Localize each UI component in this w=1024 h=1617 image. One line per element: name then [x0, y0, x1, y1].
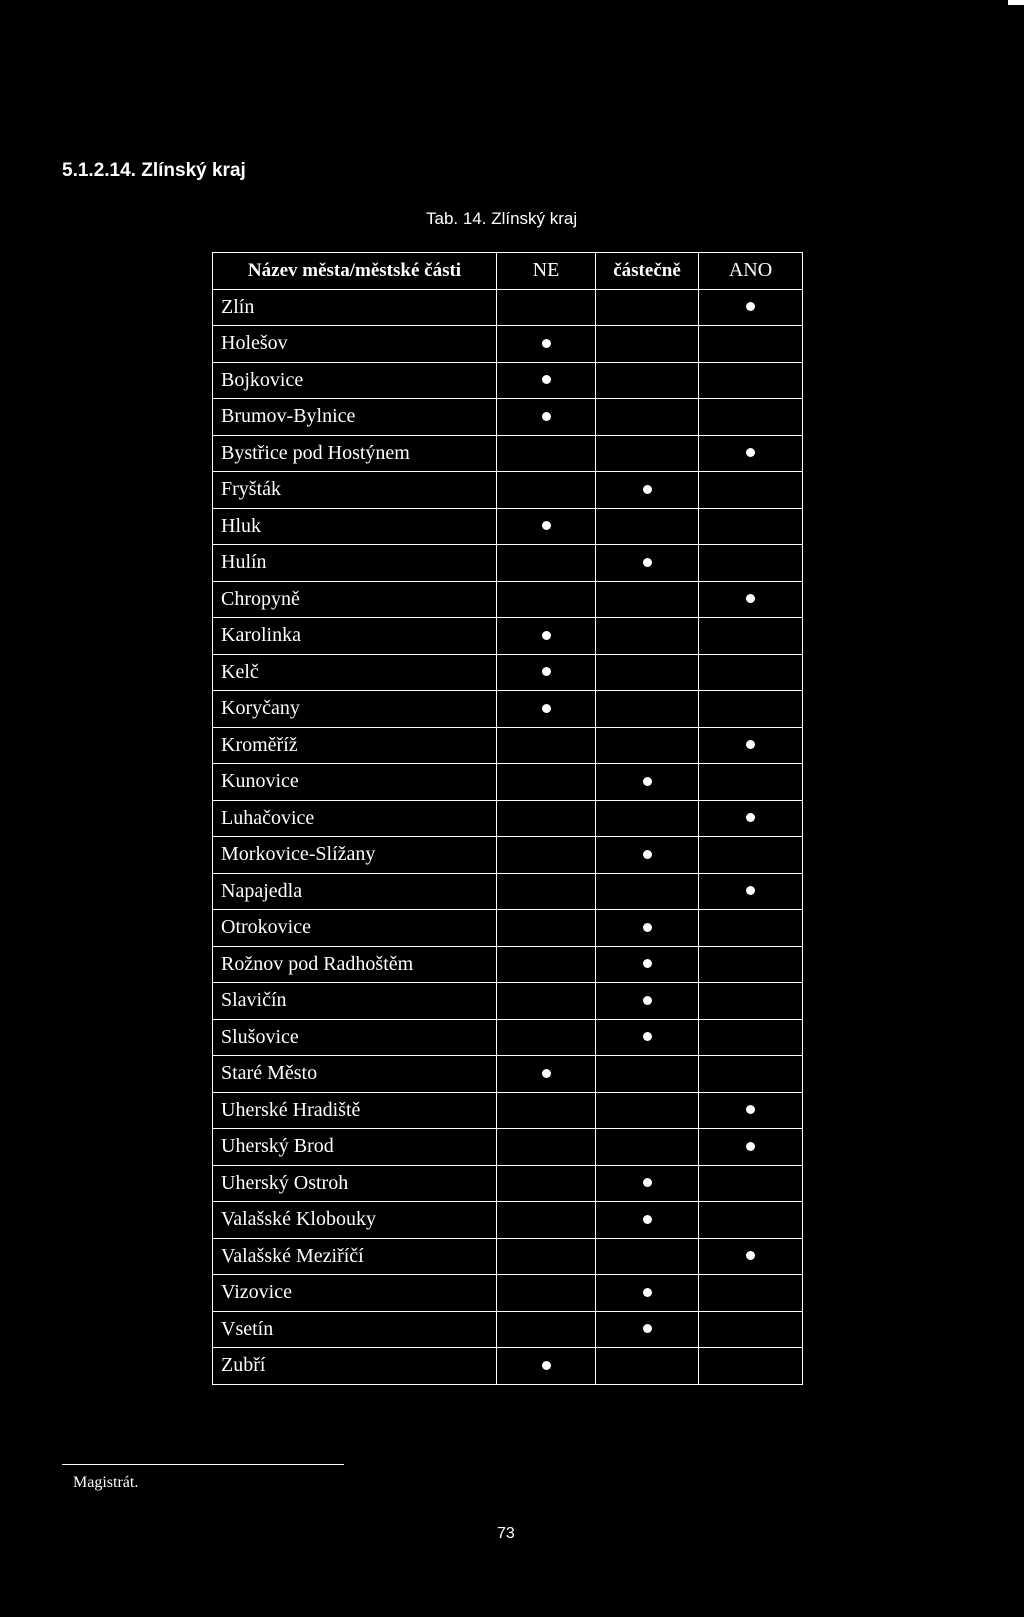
cell-partially	[596, 508, 699, 545]
table-row	[213, 545, 803, 582]
municipality-name: Uherský Ostroh	[213, 1165, 497, 1202]
municipality-name: Zlín	[213, 289, 497, 326]
filled-dot-icon	[746, 1251, 755, 1260]
table-row	[213, 289, 803, 326]
cell-partially	[596, 581, 699, 618]
cell-partially	[596, 362, 699, 399]
cell-ano	[699, 873, 803, 910]
cell-ne	[497, 435, 596, 472]
cell-ne	[497, 581, 596, 618]
municipality-name: Brumov-Bylnice	[213, 399, 497, 436]
table-row	[213, 1238, 803, 1275]
table-row	[213, 910, 803, 947]
filled-dot-icon	[542, 667, 551, 676]
cell-ano	[699, 1165, 803, 1202]
filled-dot-icon	[643, 777, 652, 786]
filled-dot-icon	[643, 1215, 652, 1224]
cell-ne	[497, 837, 596, 874]
filled-dot-icon	[643, 558, 652, 567]
table-row	[213, 326, 803, 363]
cell-partially	[596, 1019, 699, 1056]
cell-ano	[699, 1056, 803, 1093]
cell-ano	[699, 1348, 803, 1385]
header-name: Název města/městské části	[213, 253, 497, 290]
table-row	[213, 727, 803, 764]
footnote-text: Magistrát.	[73, 1474, 139, 1491]
cell-partially	[596, 1348, 699, 1385]
top-edge-rule	[1008, 0, 1024, 5]
cell-partially	[596, 545, 699, 582]
cell-partially	[596, 1311, 699, 1348]
municipality-name: Kelč	[213, 654, 497, 691]
cell-ano	[699, 326, 803, 363]
cell-ne	[497, 326, 596, 363]
table-row	[213, 800, 803, 837]
cell-ano	[699, 727, 803, 764]
cell-ne	[497, 1129, 596, 1166]
municipality-name: Valašské Meziříčí	[213, 1238, 497, 1275]
cell-ano	[699, 764, 803, 801]
municipality-name: Slavičín	[213, 983, 497, 1020]
cell-ano	[699, 946, 803, 983]
cell-ne	[497, 1202, 596, 1239]
header-partially: částečně	[596, 253, 699, 290]
cell-ne	[497, 946, 596, 983]
cell-ano	[699, 800, 803, 837]
municipality-name: Chropyně	[213, 581, 497, 618]
filled-dot-icon	[746, 1142, 755, 1151]
table-body	[213, 289, 803, 1384]
filled-dot-icon	[746, 302, 755, 311]
table-row	[213, 1348, 803, 1385]
cell-ano	[699, 1019, 803, 1056]
cell-ano	[699, 1092, 803, 1129]
cell-ano	[699, 1202, 803, 1239]
table-row	[213, 691, 803, 728]
cell-partially	[596, 399, 699, 436]
filled-dot-icon	[542, 1069, 551, 1078]
cell-ne	[497, 545, 596, 582]
municipality-name: Morkovice-Slížany	[213, 837, 497, 874]
cell-partially	[596, 435, 699, 472]
cell-ne	[497, 1019, 596, 1056]
cell-ano	[699, 508, 803, 545]
table-caption: Tab. 14. Zlínský kraj	[426, 209, 578, 228]
filled-dot-icon	[542, 375, 551, 384]
table-row	[213, 362, 803, 399]
table-row	[213, 654, 803, 691]
cell-partially	[596, 1056, 699, 1093]
cell-ano	[699, 1129, 803, 1166]
header-ano: ANO	[699, 253, 803, 290]
cell-partially	[596, 1275, 699, 1312]
cell-ne	[497, 472, 596, 509]
cell-ne	[497, 873, 596, 910]
municipality-name: Koryčany	[213, 691, 497, 728]
cell-ne	[497, 800, 596, 837]
cell-ano	[699, 1238, 803, 1275]
cell-ano	[699, 691, 803, 728]
cell-ne	[497, 1348, 596, 1385]
cell-ano	[699, 910, 803, 947]
cell-ne	[497, 654, 596, 691]
cell-ne	[497, 910, 596, 947]
page-number: 73	[497, 1525, 515, 1542]
table-row	[213, 1019, 803, 1056]
table-row	[213, 1092, 803, 1129]
footnote-rule	[62, 1464, 344, 1465]
table-row	[213, 508, 803, 545]
cell-ano	[699, 545, 803, 582]
municipality-name: Valašské Klobouky	[213, 1202, 497, 1239]
municipality-name: Holešov	[213, 326, 497, 363]
cell-partially	[596, 1238, 699, 1275]
municipality-name: Hluk	[213, 508, 497, 545]
cell-ano	[699, 399, 803, 436]
cell-ano	[699, 581, 803, 618]
filled-dot-icon	[542, 704, 551, 713]
municipality-name: Vsetín	[213, 1311, 497, 1348]
table-row	[213, 764, 803, 801]
table-row	[213, 472, 803, 509]
cell-partially	[596, 326, 699, 363]
cell-ne	[497, 1275, 596, 1312]
cell-ano	[699, 1311, 803, 1348]
municipality-table	[212, 252, 803, 1385]
cell-ne	[497, 983, 596, 1020]
filled-dot-icon	[643, 1324, 652, 1333]
table-row	[213, 1311, 803, 1348]
cell-ano	[699, 654, 803, 691]
header-ne: NE	[497, 253, 596, 290]
municipality-name: Uherský Brod	[213, 1129, 497, 1166]
table-row	[213, 983, 803, 1020]
table-row	[213, 1056, 803, 1093]
municipality-name: Napajedla	[213, 873, 497, 910]
table-row	[213, 1202, 803, 1239]
municipality-name: Vizovice	[213, 1275, 497, 1312]
cell-ne	[497, 727, 596, 764]
cell-ne	[497, 1056, 596, 1093]
cell-partially	[596, 946, 699, 983]
table-row	[213, 435, 803, 472]
filled-dot-icon	[746, 448, 755, 457]
table-row	[213, 581, 803, 618]
filled-dot-icon	[746, 740, 755, 749]
filled-dot-icon	[542, 412, 551, 421]
cell-ano	[699, 362, 803, 399]
filled-dot-icon	[542, 339, 551, 348]
cell-partially	[596, 472, 699, 509]
cell-partially	[596, 837, 699, 874]
table-row	[213, 837, 803, 874]
cell-ne	[497, 399, 596, 436]
cell-ne	[497, 691, 596, 728]
cell-partially	[596, 727, 699, 764]
municipality-name: Zubří	[213, 1348, 497, 1385]
filled-dot-icon	[542, 521, 551, 530]
cell-partially	[596, 873, 699, 910]
municipality-name: Kunovice	[213, 764, 497, 801]
filled-dot-icon	[643, 1288, 652, 1297]
filled-dot-icon	[643, 959, 652, 968]
filled-dot-icon	[542, 1361, 551, 1370]
cell-ne	[497, 1165, 596, 1202]
cell-partially	[596, 764, 699, 801]
filled-dot-icon	[643, 1178, 652, 1187]
cell-partially	[596, 289, 699, 326]
municipality-name: Rožnov pod Radhoštěm	[213, 946, 497, 983]
cell-partially	[596, 618, 699, 655]
filled-dot-icon	[643, 485, 652, 494]
cell-partially	[596, 654, 699, 691]
filled-dot-icon	[746, 1105, 755, 1114]
municipality-name: Karolinka	[213, 618, 497, 655]
cell-ano	[699, 983, 803, 1020]
municipality-name: Bystřice pod Hostýnem	[213, 435, 497, 472]
municipality-name: Otrokovice	[213, 910, 497, 947]
table-row	[213, 1275, 803, 1312]
table-row	[213, 1129, 803, 1166]
cell-ano	[699, 289, 803, 326]
cell-ne	[497, 764, 596, 801]
section-heading: 5.1.2.14. Zlínský kraj	[62, 160, 246, 181]
cell-ne	[497, 362, 596, 399]
filled-dot-icon	[643, 996, 652, 1005]
table-row	[213, 399, 803, 436]
cell-ano	[699, 472, 803, 509]
cell-partially	[596, 983, 699, 1020]
filled-dot-icon	[643, 1032, 652, 1041]
filled-dot-icon	[746, 886, 755, 895]
cell-partially	[596, 910, 699, 947]
cell-partially	[596, 1092, 699, 1129]
cell-partially	[596, 1129, 699, 1166]
filled-dot-icon	[542, 631, 551, 640]
cell-ano	[699, 435, 803, 472]
municipality-name: Hulín	[213, 545, 497, 582]
cell-ano	[699, 1275, 803, 1312]
filled-dot-icon	[746, 813, 755, 822]
cell-partially	[596, 691, 699, 728]
municipality-name: Uherské Hradiště	[213, 1092, 497, 1129]
filled-dot-icon	[643, 923, 652, 932]
cell-ne	[497, 1311, 596, 1348]
cell-partially	[596, 800, 699, 837]
municipality-name: Staré Město	[213, 1056, 497, 1093]
table-header-row	[213, 253, 803, 290]
filled-dot-icon	[746, 594, 755, 603]
cell-ne	[497, 1238, 596, 1275]
table-row	[213, 873, 803, 910]
cell-partially	[596, 1202, 699, 1239]
cell-ano	[699, 837, 803, 874]
municipality-name: Slušovice	[213, 1019, 497, 1056]
municipality-name: Kroměříž	[213, 727, 497, 764]
cell-ne	[497, 508, 596, 545]
cell-ne	[497, 618, 596, 655]
municipality-name: Bojkovice	[213, 362, 497, 399]
cell-ne	[497, 1092, 596, 1129]
table-row	[213, 1165, 803, 1202]
cell-partially	[596, 1165, 699, 1202]
table-row	[213, 618, 803, 655]
filled-dot-icon	[643, 850, 652, 859]
municipality-name: Luhačovice	[213, 800, 497, 837]
cell-ne	[497, 289, 596, 326]
municipality-name: Fryšták	[213, 472, 497, 509]
table-row	[213, 946, 803, 983]
cell-ano	[699, 618, 803, 655]
